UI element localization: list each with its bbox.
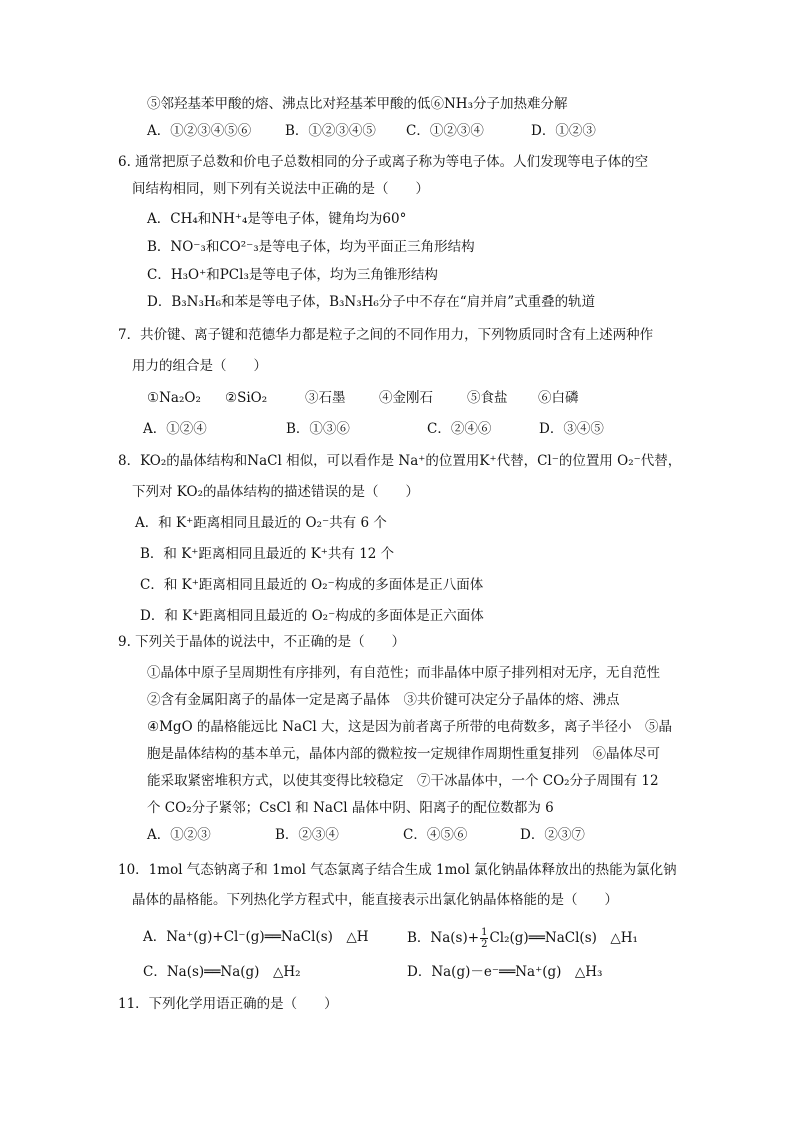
q7-item: ①Na₂O₂: [147, 390, 201, 406]
q7-stem-line-2: 用力的组合是（ ）: [132, 358, 267, 374]
q6-stem-line-1: 6. 通常把原子总数和价电子总数相同的分子或离子称为等电子体。人们发现等电子体的空: [118, 154, 649, 170]
q5-options: [147, 121, 707, 141]
q10-option-b-suffix: Cl₂(g)══NaCl(s) △H₁: [489, 930, 638, 946]
q6-option-a: A．CH₄和NH⁺₄是等电子体，键角均为60°: [147, 211, 407, 227]
q10-option-b-prefix: B．Na(s)+: [407, 930, 480, 946]
q6-option-c: C．H₃O⁺和PCl₃是等电子体，均为三角锥形结构: [147, 267, 438, 283]
q5-option-b: B．①②③④⑤: [285, 123, 376, 139]
q9-body-line: 胞是晶体结构的基本单元，晶体内部的微粒按一定规律作周期性重复排列 ⑥晶体尽可: [147, 746, 660, 762]
fraction-one-half: [480, 927, 488, 950]
q7-items: [147, 388, 647, 408]
q5-continuation-line: ⑤邻羟基苯甲酸的熔、沸点比对羟基苯甲酸的低⑥NH₃分子加热难分解: [147, 96, 568, 112]
q7-item: ③石墨: [305, 390, 346, 406]
q10-stem-line-1: 10．1mol 气态钠离子和 1mol 气态氯离子结合生成 1mol 氯化钠晶体释放出的热能为氯化钠: [118, 862, 677, 878]
q5-option-a: A．①②③④⑤⑥: [147, 123, 252, 139]
q7-item: ⑤食盐: [467, 390, 508, 406]
q8-stem-line-1: 8．KO₂的晶体结构和NaCl 相似，可以看作是 Na⁺的位置用K⁺代替，Cl⁻的位置用 O₂⁻代替，: [118, 453, 682, 469]
q7-item: ②SiO₂: [225, 390, 268, 406]
fraction-numerator: 1: [481, 927, 488, 938]
q9-body-line: 能采取紧密堆积方式，以使其变得比较稳定 ⑦干冰晶体中，一个 CO₂分子周围有 12: [147, 773, 659, 789]
q8-option-c: C．和 K⁺距离相同且最近的 O₂⁻构成的多面体是正八面体: [140, 577, 484, 593]
q7-stem-line-1: 7．共价键、离子键和范德华力都是粒子之间的不同作用力，下列物质同时含有上述两种作: [118, 327, 654, 343]
q10-option-a: A．Na⁺(g)+Cl⁻(g)══NaCl(s) △H: [143, 929, 369, 945]
q6-option-b: B．NO⁻₃和CO²⁻₃是等电子体，均为平面正三角形结构: [147, 239, 475, 255]
q8-stem-line-2: 下列对 KO₂的晶体结构的描述错误的是（ ）: [132, 484, 419, 500]
q10-option-d: D．Na(g)－e⁻══Na⁺(g) △H₃: [407, 964, 603, 980]
q9-stem: 9. 下列关于晶体的说法中，不正确的是（ ）: [118, 634, 406, 650]
q8-option-a: A．和 K⁺距离相同且最近的 O₂⁻共有 6 个: [135, 515, 387, 531]
q9-option-a: A．①②③: [147, 827, 211, 843]
q7-option-d: D．③④⑤: [539, 421, 604, 437]
q9-body-line: ①晶体中原子呈周期性有序排列，有自范性；而非晶体中原子排列相对无序，无自范性: [147, 665, 660, 681]
q6-option-d: D．B₃N₃H₆和苯是等电子体，B₃N₃H₆分子中不存在“肩并肩”式重叠的轨道: [147, 294, 596, 310]
q9-options: [147, 825, 647, 845]
q7-option-a: A．①②④: [143, 421, 207, 437]
q10-stem-line-2: 晶体的晶格能。下列热化学方程式中，能直接表示出氯化钠晶体格能的是（ ）: [132, 892, 618, 908]
q11-stem: 11．下列化学用语正确的是（ ）: [118, 996, 338, 1012]
q5-option-c: C．①②③④: [406, 123, 484, 139]
q9-option-b: B．②③④: [275, 827, 339, 843]
q8-option-d: D．和 K⁺距离相同且最近的 O₂⁻构成的多面体是正六面体: [140, 608, 484, 624]
q9-body-line: ④MgO 的晶格能远比 NaCl 大，这是因为前者离子所带的电荷数多，离子半径小 ⑤晶: [147, 719, 673, 735]
q7-option-c: C．②④⑥: [427, 421, 492, 437]
q6-stem-line-2: 间结构相同，则下列有关说法中正确的是（ ）: [132, 181, 429, 197]
q10-option-c: C．Na(s)══Na(g) △H₂: [143, 964, 301, 980]
q9-option-c: C．④⑤⑥: [403, 827, 468, 843]
fraction-denominator: 2: [481, 939, 488, 950]
q7-option-b: B．①③⑥: [286, 421, 350, 437]
q9-body-line: ②含有金属阳离子的晶体一定是离子晶体 ③共价键可决定分子晶体的熔、沸点: [147, 692, 620, 708]
q10-option-b: [407, 927, 638, 950]
q9-body-line: 个 CO₂分子紧邻；CsCl 和 NaCl 晶体中阴、阳离子的配位数都为 6: [147, 800, 554, 816]
q7-options: [143, 419, 643, 439]
q7-item: ⑥白磷: [538, 390, 579, 406]
q5-option-d: D．①②③: [531, 123, 596, 139]
q9-option-d: D．②③⑦: [520, 827, 585, 843]
q7-item: ④金刚石: [379, 390, 433, 406]
q8-option-b: B．和 K⁺距离相同且最近的 K⁺共有 12 个: [140, 546, 395, 562]
